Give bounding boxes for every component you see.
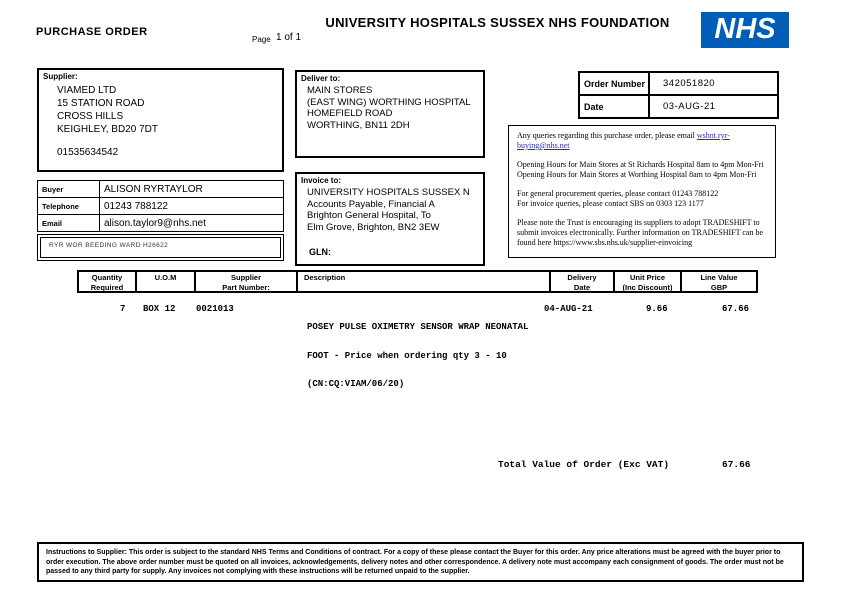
deliver-address-line: HOMEFIELD ROAD [307,108,393,119]
buyer-name: ALISON RYRTAYLOR [100,181,284,198]
queries-intro [517,131,767,151]
ward-code: RYR WOR BEEDING WARD H26622 [40,237,281,258]
header-line: (Inc Discount) [622,282,673,292]
column-header-part-number [194,270,298,293]
column-header-uom [135,270,196,293]
buyer-telephone: 01243 788122 [100,198,284,215]
header-line: Part Number: [222,282,270,292]
page-number-label: Page [252,35,271,44]
nhs-logo: NHS [701,12,789,48]
total-value-amount: 67.66 [722,459,751,470]
deliver-address-line: MAIN STORES [307,85,373,96]
header-line: Unit Price [629,273,665,282]
supplier-phone: 01535634542 [57,147,119,158]
invoice-to-box [295,172,485,266]
email-label: Email [38,215,100,232]
email-row [38,215,284,232]
order-number-row [579,72,778,95]
column-header-unit-price [613,270,682,293]
deliver-to-box [295,70,485,158]
invoice-address-line: Brighton General Hospital, To [307,210,431,221]
item-uom: BOX 12 [143,304,176,314]
order-date-value: 03-AUG-21 [649,95,778,118]
page-number-value: 1 of 1 [276,32,302,43]
items-table-header [77,270,758,293]
supplier-label: Supplier: [43,72,78,81]
buyer-row [38,181,284,198]
deliver-address-line: WORTHING, BN11 2DH [307,119,410,131]
item-quantity: 7 [120,304,126,314]
invoice-address-line: Elm Grove, Brighton, BN2 3EW [307,221,440,233]
header-line: Quantity [91,273,123,282]
column-header-line-value [680,270,758,293]
invoice-address-line: Accounts Payable, Financial A [307,198,435,210]
opening-hours-line: Opening Hours for Main Stores at Worthing Hospital 8am to 4pm Mon-Fri [517,170,757,179]
opening-hours-line: Opening Hours for Main Stores at St Richards Hospital 8am to 4pm Mon-Fri [517,160,764,169]
buyer-info-table [37,180,284,232]
supplier-name: VIAMED LTD [57,85,117,96]
queries-intro-text: Any queries regarding this purchase order, please email [517,131,697,140]
supplier-box [37,68,284,172]
buyer-email: alison.taylor9@nhs.net [100,215,284,232]
item-description-line: POSEY PULSE OXIMETRY SENSOR WRAP NEONATAL [307,322,529,332]
header-line: U.O.M [154,273,177,282]
order-number-label: Order Number [579,72,649,95]
header-line: GBP [710,282,728,292]
buying-email-link[interactable]: wshnt.ryr-buying@nhs.net [517,131,730,150]
supplier-address-line: CROSS HILLS [57,111,124,122]
item-delivery-date: 04-AUG-21 [544,304,593,314]
deliver-to-label: Deliver to: [301,74,341,83]
header-line: Required [90,282,124,292]
order-number-value: 342051820 [649,72,778,95]
header-line: Delivery [567,273,597,282]
item-description-line: (CN:CQ:VIAM/06/20) [307,379,405,389]
invoice-contact-line: For invoice queries, please contact SBS on 0303 123 1177 [517,199,704,208]
total-value-label: Total Value of Order (Exc VAT) [498,459,670,470]
tradeshift-note: Please note the Trust is encouraging its suppliers to adopt TRADESHIFT to submit invoices electronically. Further information on TRADESHIFT can be found here https://www.sbs.nhs.uk/supplier-einvoicing [517,218,764,247]
header-line: Supplier [230,273,261,282]
organisation-name: UNIVERSITY HOSPITALS SUSSEX NHS FOUNDATION [325,15,670,30]
procurement-contact-line: For general procurement queries, please contact 01243 788122 [517,189,719,198]
item-line-value: 67.66 [722,304,750,314]
invoice-address-line: UNIVERSITY HOSPITALS SUSSEX N [307,187,470,198]
item-description-line: FOOT - Price when ordering qty 3 - 10 [307,350,507,361]
column-header-description [296,270,551,293]
supplier-address-line: 15 STATION ROAD [57,98,145,109]
supplier-address-line: KEIGHLEY, BD20 7DT [57,124,158,135]
invoice-to-label: Invoice to: [301,176,342,185]
item-unit-price: 9.66 [646,304,668,314]
document-title: PURCHASE ORDER [36,26,148,38]
deliver-address-line: (EAST WING) WORTHING HOSPITAL [307,96,471,108]
item-part-number: 0021013 [196,304,234,314]
telephone-label: Telephone [38,198,100,215]
item-description [307,304,528,409]
column-header-delivery-date [549,270,615,293]
column-header-quantity [77,270,137,293]
header-line: Date [573,282,591,292]
telephone-row [38,198,284,215]
order-date-row [579,95,778,118]
ward-code-box [37,234,284,261]
order-info-table [578,71,779,119]
buyer-label: Buyer [38,181,100,198]
order-date-label: Date [579,95,649,118]
header-line: Line Value [700,273,738,282]
header-line: Description [304,273,346,282]
gln-label: GLN: [309,247,331,257]
supplier-instructions-text: Instructions to Supplier: This order is subject to the standard NHS Terms and Conditions of contract. For a copy of these please contact the Buyer for this order. Any price alterations must be agreed with the buyer prior to order execution. The above order number must be quoted on all invoices, acknowledgements, delivery notes and other correspondence. A delivery note must accompany each consignment of goods. The order must not be passed to any third party for supply. Any invoices not complying with these instructions will be returned unpaid to the supplier. [46,549,784,576]
supplier-instructions-box [37,542,804,582]
queries-box [508,125,776,258]
